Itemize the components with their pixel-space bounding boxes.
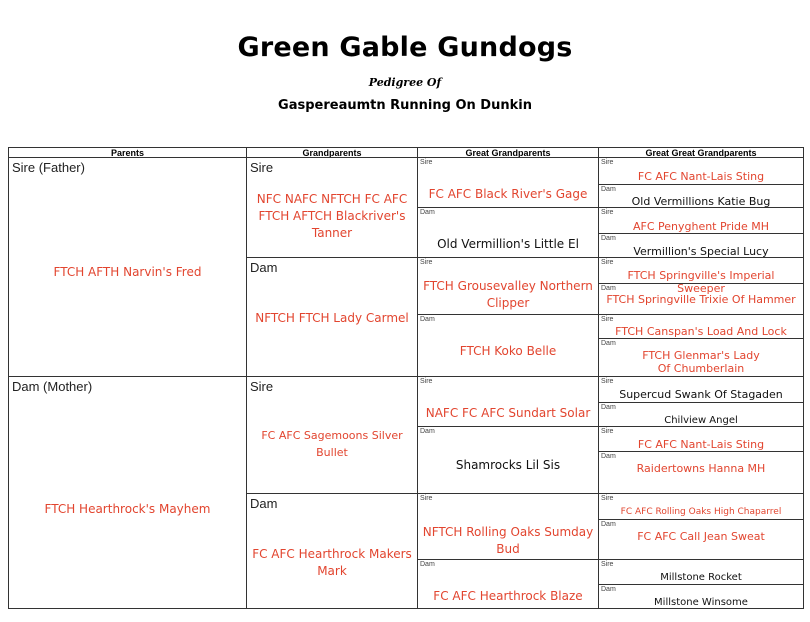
ggp-cell	[598, 338, 804, 377]
sire-label: Sire	[250, 160, 274, 175]
ggp-name: Vermillion's Special Lucy	[633, 245, 769, 258]
sire-label: Sire	[601, 495, 614, 502]
grandparent-cell	[246, 493, 418, 609]
grandparent-name: NFTCH FTCH Lady Carmel	[255, 311, 409, 325]
column-header-great-grandparents: Great Grandparents	[417, 147, 599, 158]
sire-label: Sire	[601, 209, 614, 216]
great-grandparent-name: NAFC FC AFC Sundart Solar	[425, 406, 591, 420]
ggp-name: FTCH Springville's Imperial Sweeper	[627, 269, 775, 295]
dam-label: Dam	[420, 428, 435, 435]
great-grandparent-cell	[417, 314, 599, 377]
dam-label: Dam	[250, 496, 278, 511]
great-grandparent-name: Shamrocks Lil Sis	[455, 458, 561, 472]
ggp-name: FC AFC Nant-Lais Sting	[637, 170, 765, 183]
dam-label: Dam	[601, 186, 616, 193]
great-grandparent-name: FC AFC Black River's Gage	[428, 187, 588, 201]
dam-label: Dam	[601, 285, 616, 292]
pedigree-subtitle: Pedigree Of	[368, 76, 442, 89]
ggp-name: Supercud Swank Of Stagaden	[619, 388, 783, 401]
sire-label: Sire	[420, 259, 433, 266]
ggp-cell	[598, 184, 804, 208]
dam-label: Dam	[601, 586, 616, 593]
sire-label: Sire	[601, 159, 614, 166]
great-grandparent-cell	[417, 493, 599, 560]
dam-label: Dam	[601, 521, 616, 528]
column-header-parents: Parents	[8, 147, 247, 158]
sire-label: Sire	[420, 159, 433, 166]
great-grandparent-name: FC AFC Hearthrock Blaze	[433, 589, 583, 603]
ggp-cell	[598, 584, 804, 609]
ggp-name: FTCH Springville Trixie Of Hammer	[606, 293, 796, 306]
parent-cell-sire	[8, 157, 247, 377]
ggp-cell	[598, 559, 804, 585]
ggp-cell	[598, 233, 804, 258]
great-grandparent-cell	[417, 207, 599, 258]
ggp-cell	[598, 283, 804, 315]
ggp-name: FC AFC Rolling Oaks High Chaparrel	[620, 507, 782, 517]
dam-label: Dam	[420, 561, 435, 568]
great-grandparent-cell	[417, 157, 599, 208]
ggp-name: FTCH Canspan's Load And Lock	[615, 325, 787, 338]
great-grandparent-cell	[417, 257, 599, 315]
grandparent-name: FC AFC Hearthrock Makers Mark	[252, 547, 412, 578]
sire-label: Sire	[420, 495, 433, 502]
ggp-name: Raidertowns Hanna MH	[636, 462, 766, 475]
great-grandparent-cell	[417, 376, 599, 427]
dam-label: Dam	[420, 209, 435, 216]
ggp-name: Millstone Rocket	[660, 572, 742, 583]
ggp-name: Millstone Winsome	[654, 597, 748, 608]
column-header-great-great-grandparents: Great Great Grandparents	[598, 147, 804, 158]
parent-name: FTCH Hearthrock's Mayhem	[44, 502, 211, 516]
ggp-cell	[598, 402, 804, 427]
dam-label: Dam	[601, 235, 616, 242]
sire-label: Sire	[250, 379, 274, 394]
dam-mother-label: Dam (Mother)	[12, 379, 93, 394]
ggp-cell	[598, 207, 804, 234]
ggp-cell	[598, 519, 804, 560]
ggp-cell	[598, 376, 804, 403]
dam-label: Dam	[601, 453, 616, 460]
sire-label: Sire	[601, 316, 614, 323]
great-grandparent-name: NFTCH Rolling Oaks Sumday Bud	[422, 525, 594, 556]
grandparent-cell	[246, 257, 418, 377]
parent-cell-dam	[8, 376, 247, 609]
ggp-cell	[598, 314, 804, 339]
grandparent-cell	[246, 157, 418, 258]
column-header-grandparents: Grandparents	[246, 147, 418, 158]
great-grandparent-name: FTCH Grousevalley Northern Clipper	[423, 279, 593, 310]
dog-name: Gaspereaumtn Running On Dunkin	[278, 98, 532, 113]
dam-label: Dam	[601, 340, 616, 347]
grandparent-name: FC AFC Sagemoons Silver Bullet	[261, 429, 403, 459]
ggp-name: FC AFC Call Jean Sweat	[637, 530, 765, 543]
sire-label: Sire	[601, 259, 614, 266]
ggp-name: FC AFC Nant-Lais Sting	[637, 438, 765, 451]
sire-father-label: Sire (Father)	[12, 160, 85, 175]
great-grandparent-cell	[417, 426, 599, 494]
sire-label: Sire	[420, 378, 433, 385]
ggp-name: Old Vermillions Katie Bug	[631, 195, 771, 208]
ggp-name: FTCH Glenmar's Lady Of Chumberlain	[642, 349, 760, 375]
ggp-name: AFC Penyghent Pride MH	[632, 220, 770, 233]
ggp-cell	[598, 493, 804, 520]
sire-label: Sire	[601, 561, 614, 568]
great-grandparent-name: Old Vermillion's Little El	[437, 237, 579, 251]
dam-label: Dam	[601, 404, 616, 411]
dam-label: Dam	[250, 260, 278, 275]
ggp-cell	[598, 426, 804, 452]
ggp-cell	[598, 451, 804, 494]
kennel-title: Green Gable Gundogs	[237, 32, 573, 63]
great-grandparent-name: FTCH Koko Belle	[459, 344, 557, 358]
sire-label: Sire	[601, 378, 614, 385]
great-grandparent-cell	[417, 559, 599, 609]
dam-label: Dam	[420, 316, 435, 323]
grandparent-name: NFC NAFC NFTCH FC AFC FTCH AFTCH Blackriver's Tanner	[256, 192, 408, 240]
parent-name: FTCH AFTH Narvin's Fred	[53, 265, 202, 279]
ggp-name: Chilview Angel	[664, 415, 738, 426]
ggp-cell	[598, 157, 804, 185]
sire-label: Sire	[601, 428, 614, 435]
grandparent-cell	[246, 376, 418, 494]
